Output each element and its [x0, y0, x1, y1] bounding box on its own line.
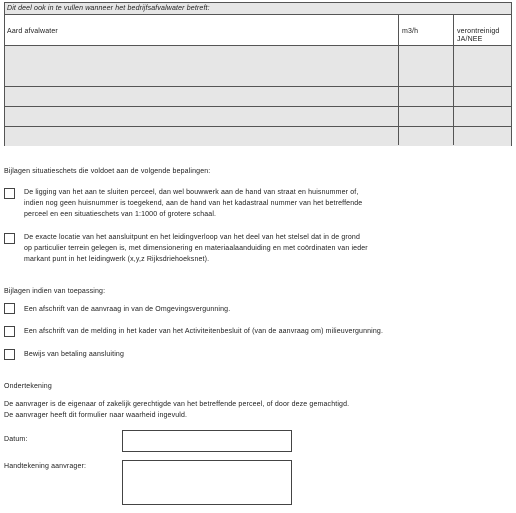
optional-item-2: Een afschrift van de melding in het kader van het Activiteitenbesluit of (van de aanvraag om) milieuvergunning. [24, 328, 384, 335]
column-header-polluted: verontreinigd [457, 28, 500, 35]
signing-heading: Ondertekening [4, 383, 52, 390]
signing-declaration-1: De aanvrager is de eigenaar of zakelijk gerechtigde van het betreffende perceel, of door deze gemachtigd. [4, 401, 350, 408]
column-header-type: Aard afvalwater [7, 28, 58, 35]
signature-field[interactable] [122, 460, 292, 505]
attachment-2-line-2: op particulier terrein gelegen is, met dimensionering en materiaalaanduiding en met coördinaten van ieder [24, 245, 368, 252]
table-row[interactable] [5, 127, 511, 146]
table-header-row [5, 15, 511, 46]
column-header-flow: m3/h [402, 28, 419, 35]
column-divider [453, 15, 454, 145]
date-label: Datum: [4, 436, 28, 443]
attachments-heading: Bijlagen situatieschets die voldoet aan de volgende bepalingen: [4, 168, 211, 175]
table-row[interactable] [5, 107, 511, 127]
optional-heading: Bijlagen indien van toepassing: [4, 288, 106, 295]
table-row[interactable] [5, 46, 511, 87]
signature-label: Handtekening aanvrager: [4, 463, 87, 470]
payment-proof-checkbox[interactable] [4, 349, 15, 360]
attachment-1-line-2: indien nog geen huisnummer is toegekend, aan de hand van het kadastraal nummer van het betreffende [24, 200, 363, 207]
connection-point-checkbox[interactable] [4, 233, 15, 244]
column-header-polluted-sub: JA/NEE [457, 36, 483, 43]
date-field[interactable] [122, 430, 292, 452]
attachment-2-line-3: markant punt in het leidingwerk (x,y,z Rijksdriehoeksnet). [24, 256, 210, 263]
attachment-2-line-1: De exacte locatie van het aansluitpunt en het leidingverloop van het deel van het stelsel dat in de grond [24, 234, 361, 241]
signing-declaration-2: De aanvrager heeft dit formulier naar waarheid ingevuld. [4, 412, 188, 419]
attachment-1-line-3: perceel en een situatieschets van 1:1000 of grotere schaal. [24, 211, 217, 218]
table-row[interactable] [5, 87, 511, 107]
attachment-1-line-1: De ligging van het aan te sluiten perceel, dan wel bouwwerk aan de hand van straat en huisnummer of, [24, 189, 359, 196]
table-note: Dit deel ook in te vullen wanneer het bedrijfsafvalwater betreft: [5, 3, 511, 15]
optional-item-3: Bewijs van betaling aansluiting [24, 351, 124, 358]
permit-copy-checkbox[interactable] [4, 303, 15, 314]
column-divider [398, 15, 399, 145]
wastewater-table [4, 2, 512, 146]
optional-item-1: Een afschrift van de aanvraag in van de Omgevingsvergunning. [24, 306, 231, 313]
location-checkbox[interactable] [4, 188, 15, 199]
notification-copy-checkbox[interactable] [4, 326, 15, 337]
